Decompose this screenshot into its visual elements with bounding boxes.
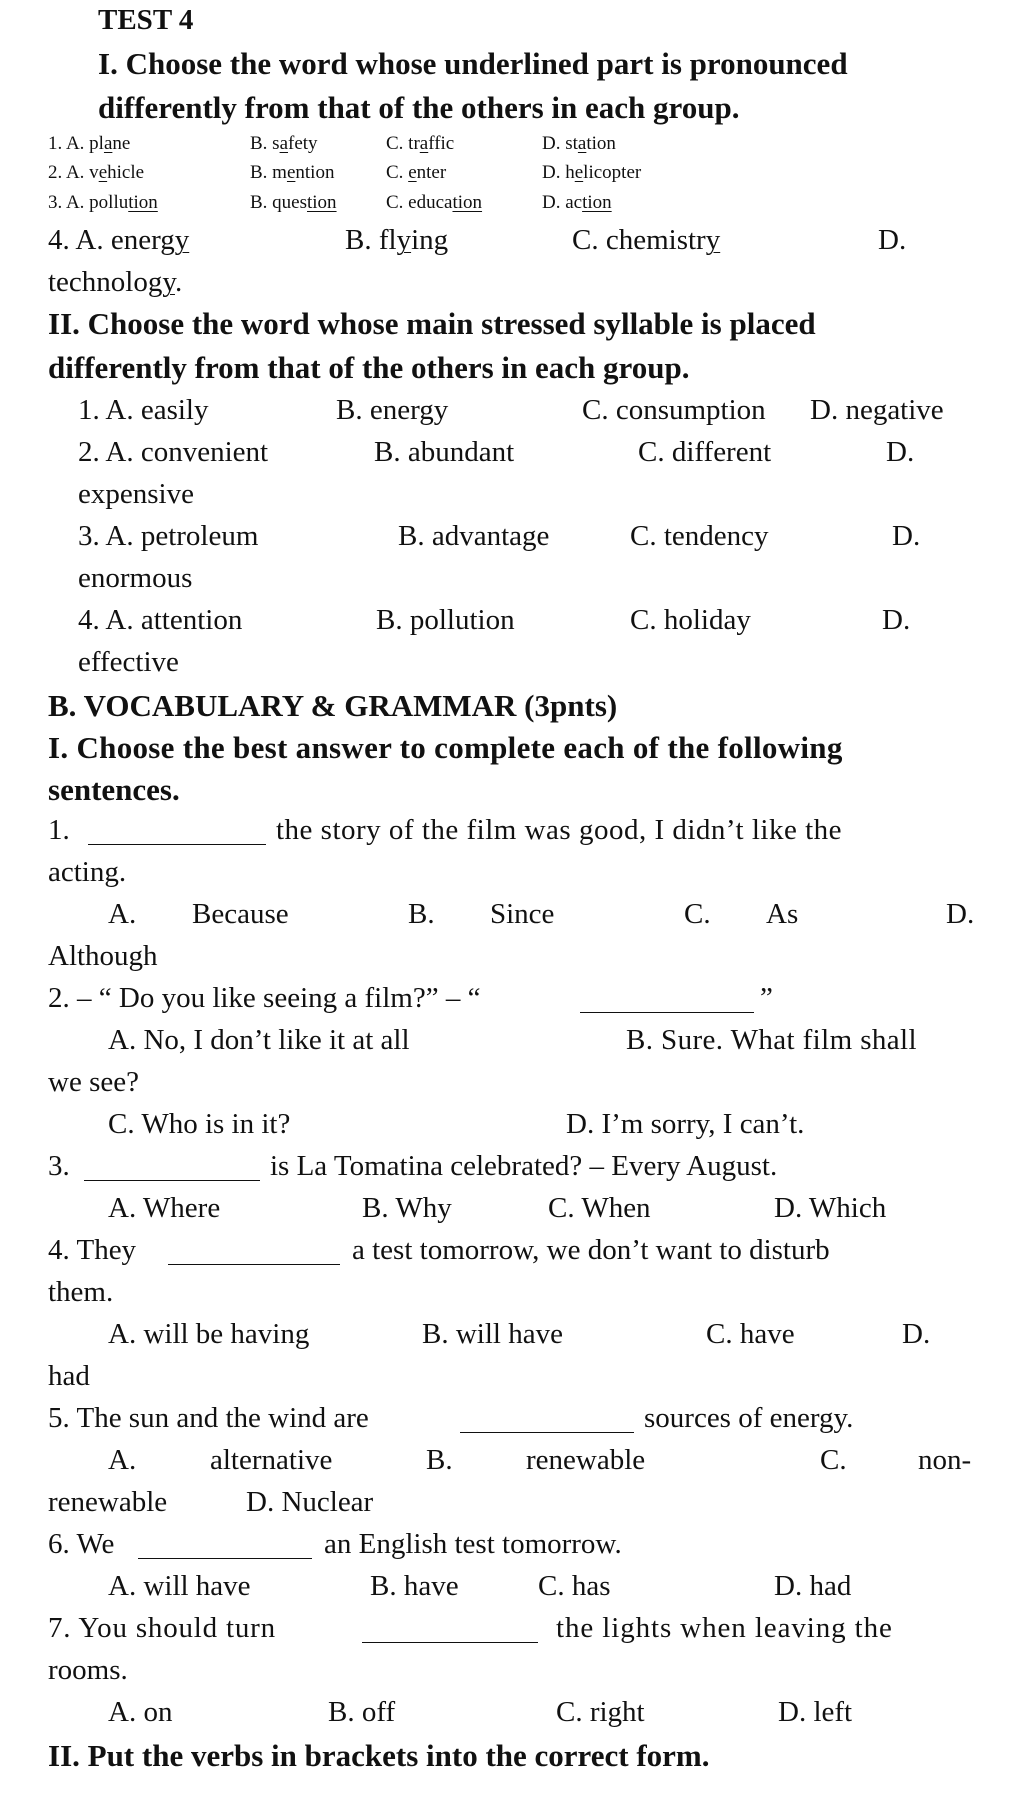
option-d: D.: [892, 520, 921, 552]
option-c: C. have: [706, 1318, 795, 1350]
option-a: 2. A. convenient: [78, 436, 269, 468]
pronunciation-heading-line2: differently from that of the others in each group.: [98, 90, 740, 125]
option-c: C. chemistry: [572, 224, 721, 256]
option-b-text: we see?: [48, 1066, 139, 1098]
question-text-wrap: them.: [48, 1276, 114, 1308]
answer-blank: [362, 1616, 538, 1643]
option-b: B.: [426, 1444, 453, 1476]
question-text: sources of energy.: [644, 1402, 854, 1434]
option-b-text: Since: [490, 898, 555, 930]
option-a: 2. A. vehicle: [48, 162, 145, 183]
option-b: B. will have: [422, 1318, 563, 1350]
option-b: B.: [408, 898, 435, 930]
question-text: the story of the film was good, I didn’t like the: [276, 814, 843, 846]
question-number: 1.: [48, 814, 70, 846]
option-a: A.: [108, 898, 137, 930]
option-c: C. right: [556, 1696, 645, 1728]
option-a: 4. A. energy: [48, 224, 190, 256]
answer-blank: [138, 1532, 312, 1559]
vocab-subheading-line2: sentences.: [48, 772, 180, 807]
option-b-text: renewable: [526, 1444, 646, 1476]
option-d: D. action: [542, 192, 612, 213]
option-c-text: As: [766, 898, 799, 930]
option-a: A. will be having: [108, 1318, 310, 1350]
option-c: C. different: [638, 436, 772, 468]
option-a: 3. A. petroleum: [78, 520, 259, 552]
option-b: B. mention: [250, 162, 335, 183]
option-a: 4. A. attention: [78, 604, 243, 636]
option-a-text: Because: [192, 898, 289, 930]
option-a: A. Where: [108, 1192, 221, 1224]
question-text: 2. – “ Do you like seeing a film?” – “: [48, 982, 481, 1014]
question-text-wrap: acting.: [48, 856, 127, 888]
option-c: C. consumption: [582, 394, 766, 426]
option-b: B. have: [370, 1570, 459, 1602]
option-d-text: technology.: [48, 266, 183, 298]
option-d-text: enormous: [78, 562, 193, 594]
question-text: a test tomorrow, we don’t want to disturb: [352, 1234, 830, 1266]
pronunciation-heading-line1: I. Choose the word whose underlined part is pronounced: [98, 46, 848, 81]
test-title: TEST 4: [98, 4, 194, 36]
question-number: 3.: [48, 1150, 70, 1182]
option-d: D. had: [774, 1570, 852, 1602]
option-c: C. tendency: [630, 520, 769, 552]
option-d: D. helicopter: [542, 162, 642, 183]
question-number: 5. The sun and the wind are: [48, 1402, 369, 1434]
option-b: B. abundant: [374, 436, 515, 468]
part2-heading: II. Put the verbs in brackets into the correct form.: [48, 1738, 710, 1773]
answer-blank: [460, 1406, 634, 1433]
option-d: D. negative: [810, 394, 944, 426]
option-c: C. enter: [386, 162, 447, 183]
question-number: 7. You should turn: [48, 1612, 276, 1644]
answer-blank: [168, 1238, 340, 1265]
option-d: D.: [878, 224, 907, 256]
option-a-text: alternative: [210, 1444, 333, 1476]
question-text-wrap: rooms.: [48, 1654, 128, 1686]
vocab-heading: B. VOCABULARY & GRAMMAR (3pnts): [48, 688, 618, 723]
option-d: D.: [946, 898, 975, 930]
option-b: B. question: [250, 192, 337, 213]
option-a: 1. A. easily: [78, 394, 209, 426]
option-d: D. Nuclear: [246, 1486, 374, 1518]
option-b: B. energy: [336, 394, 449, 426]
vocab-subheading-line1: I. Choose the best answer to complete each of the following: [48, 730, 843, 765]
close-quote: ”: [760, 982, 773, 1014]
option-b: B. Sure. What film shall: [626, 1024, 917, 1056]
answer-blank: [84, 1154, 260, 1181]
option-d-text: expensive: [78, 478, 194, 510]
option-a: A. on: [108, 1696, 173, 1728]
stress-heading-line2: differently from that of the others in each group.: [48, 350, 690, 385]
option-c: C.: [820, 1444, 847, 1476]
option-d: D.: [886, 436, 915, 468]
option-a: 1. A. plane: [48, 133, 131, 154]
option-c: C. Who is in it?: [108, 1108, 291, 1140]
option-c-text-wrap: renewable: [48, 1486, 168, 1518]
option-b: B. advantage: [398, 520, 550, 552]
question-number: 6. We: [48, 1528, 115, 1560]
option-d-text: Although: [48, 940, 158, 972]
option-b: B. off: [328, 1696, 396, 1728]
option-b: B. flying: [345, 224, 449, 256]
option-c: C.: [684, 898, 711, 930]
answer-blank: [580, 986, 754, 1013]
option-d: D. left: [778, 1696, 853, 1728]
stress-heading-line1: II. Choose the word whose main stressed syllable is placed: [48, 306, 816, 341]
option-c: C. education: [386, 192, 483, 213]
option-d-text: had: [48, 1360, 90, 1392]
option-d: D. Which: [774, 1192, 887, 1224]
option-d: D.: [902, 1318, 931, 1350]
option-a: A. No, I don’t like it at all: [108, 1024, 410, 1056]
option-a: 3. A. pollution: [48, 192, 158, 213]
option-a: A. will have: [108, 1570, 251, 1602]
option-c: C. When: [548, 1192, 651, 1224]
option-b: B. pollution: [376, 604, 515, 636]
option-d: D.: [882, 604, 911, 636]
option-d: D. station: [542, 133, 616, 154]
option-b: B. safety: [250, 133, 318, 154]
answer-blank: [88, 818, 266, 845]
option-b: B. Why: [362, 1192, 452, 1224]
option-d: D. I’m sorry, I can’t.: [566, 1108, 805, 1140]
option-c-text: non-: [918, 1444, 972, 1476]
option-d-text: effective: [78, 646, 179, 678]
question-text: the lights when leaving the: [556, 1612, 893, 1644]
option-c: C. traffic: [386, 133, 455, 154]
question-text: is La Tomatina celebrated? – Every August.: [270, 1150, 778, 1182]
option-a: A.: [108, 1444, 137, 1476]
option-c: C. holiday: [630, 604, 751, 636]
question-number: 4. They: [48, 1234, 137, 1266]
option-c: C. has: [538, 1570, 611, 1602]
question-text: an English test tomorrow.: [324, 1528, 622, 1560]
